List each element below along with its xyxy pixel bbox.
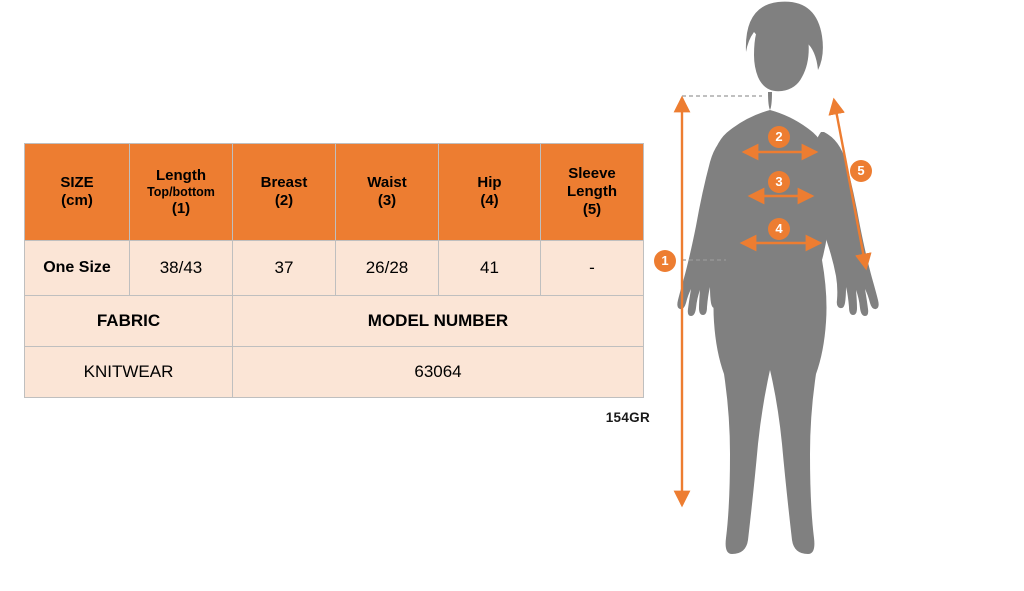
- cell-breast: 37: [233, 241, 336, 296]
- header-size: SIZE (cm): [25, 144, 130, 241]
- header-hip: Hip (4): [439, 144, 541, 241]
- measurement-figure-panel: [650, 0, 1024, 591]
- size-chart-table: [24, 143, 644, 398]
- value-fabric: KNITWEAR: [25, 347, 233, 398]
- cell-hip: 41: [439, 241, 541, 296]
- cell-size: One Size: [25, 241, 130, 296]
- cell-length: 38/43: [130, 241, 233, 296]
- value-model-number: 63064: [233, 347, 644, 398]
- badge-4-hip: 4: [768, 218, 790, 240]
- label-fabric: FABRIC: [25, 296, 233, 347]
- header-length: Length Top/bottom (1): [130, 144, 233, 241]
- header-waist: Waist (3): [336, 144, 439, 241]
- badge-1-length: 1: [654, 250, 676, 272]
- badge-3-waist: 3: [768, 171, 790, 193]
- header-breast: Breast (2): [233, 144, 336, 241]
- badge-2-breast: 2: [768, 126, 790, 148]
- female-body-diagram: [650, 0, 1024, 591]
- table-subvalue-row: [25, 347, 644, 398]
- table-row: [25, 241, 644, 296]
- table-subheader-row: [25, 296, 644, 347]
- badge-5-sleeve: 5: [850, 160, 872, 182]
- cell-sleeve: -: [541, 241, 644, 296]
- table-header-row: [25, 144, 644, 241]
- cell-waist: 26/28: [336, 241, 439, 296]
- label-model-number: MODEL NUMBER: [233, 296, 644, 347]
- header-sleeve-length: Sleeve Length (5): [541, 144, 644, 241]
- weight-note: 154GR: [605, 410, 650, 425]
- body-silhouette: [677, 2, 878, 554]
